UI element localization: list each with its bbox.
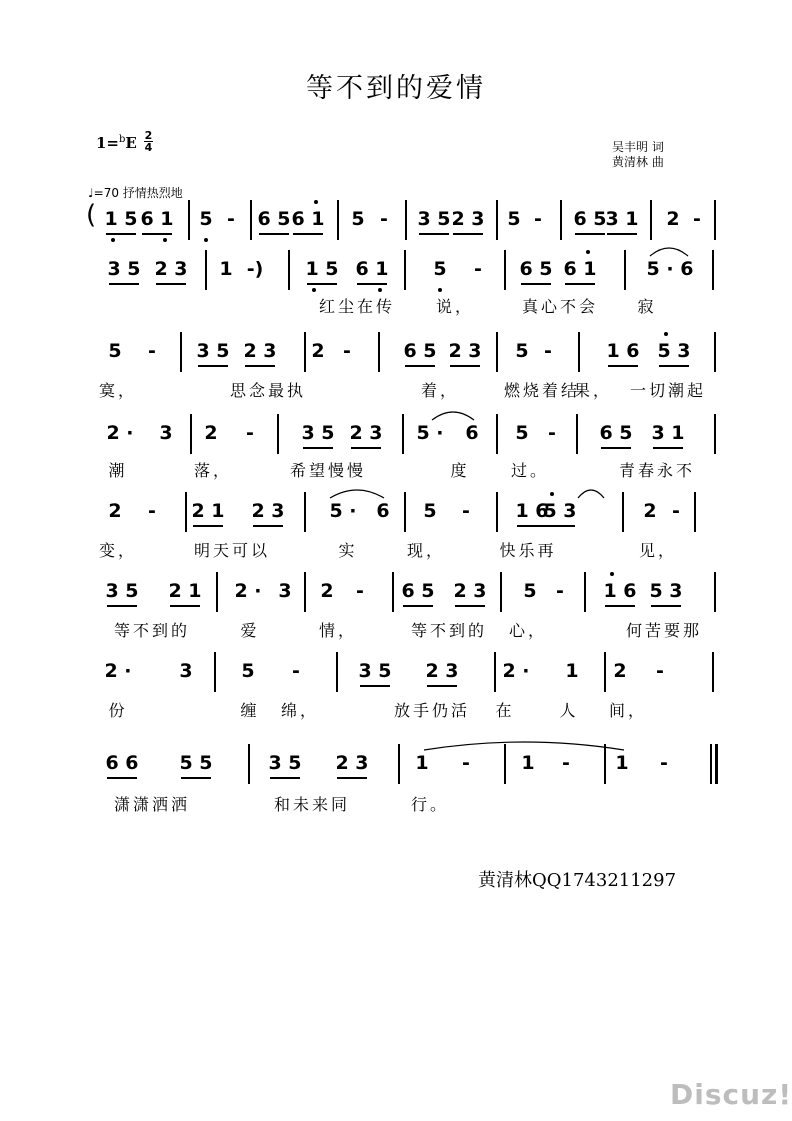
note: 1 6: [515, 500, 549, 522]
note: 5 ·: [416, 422, 444, 444]
lyric: 果，: [573, 381, 613, 400]
lyric: 希望慢慢: [289, 461, 367, 480]
note: -: [544, 340, 552, 362]
barline: [392, 572, 394, 612]
beam-underline: [293, 233, 323, 235]
lyric: 行。: [410, 795, 450, 814]
barline: [288, 250, 290, 290]
beam-underline: [659, 365, 689, 367]
note: 3: [159, 422, 173, 444]
barline: [404, 492, 406, 532]
lyric: 青春永不: [618, 461, 696, 480]
barline: [496, 332, 498, 372]
barline: [496, 200, 498, 240]
barline: [650, 200, 652, 240]
beam-underline: [605, 605, 635, 607]
key-prefix: 1=: [96, 134, 120, 152]
beam-underline: [307, 283, 337, 285]
note: 6 5: [403, 340, 437, 362]
composer-credit: 黄清林 曲: [612, 155, 664, 169]
barline: [304, 572, 306, 612]
note: 6 5: [519, 258, 553, 280]
note: 5: [433, 258, 447, 280]
beam-underline: [245, 365, 275, 367]
lyric: 情，: [318, 621, 358, 640]
beam-underline: [357, 283, 387, 285]
low-octave-dot: [111, 238, 115, 242]
note: 5: [507, 208, 521, 230]
barline: [304, 492, 306, 532]
note: 2 3: [448, 340, 482, 362]
key-flat: b: [119, 134, 126, 145]
lyric: 变，: [98, 541, 138, 560]
beam-underline: [303, 447, 333, 449]
lyric: 寂: [637, 297, 657, 316]
note: 2 3: [425, 660, 459, 682]
note: -: [292, 660, 300, 682]
key-note: E: [125, 134, 137, 152]
note: 5: [515, 340, 529, 362]
open-paren: (: [86, 200, 97, 230]
note: -: [462, 752, 470, 774]
lyric: 潇潇洒洒: [113, 795, 191, 814]
beam-underline: [427, 685, 457, 687]
barline: [277, 414, 279, 454]
note: 2 ·: [502, 660, 530, 682]
note: 1 5: [305, 258, 339, 280]
barline: [216, 572, 218, 612]
lyric: 现，: [406, 541, 446, 560]
high-octave-dot: [664, 332, 668, 336]
barline: [500, 572, 502, 612]
note: 5 3: [657, 340, 691, 362]
note: 3 5: [196, 340, 230, 362]
beam-underline: [106, 233, 136, 235]
beam-underline: [360, 685, 390, 687]
barline: [714, 332, 716, 372]
lyric: 在: [495, 701, 515, 720]
barline: [624, 250, 626, 290]
barline: [714, 200, 716, 240]
credits: [612, 140, 664, 170]
note: 2 1: [191, 500, 225, 522]
note: 5: [199, 208, 213, 230]
beam-underline: [517, 525, 547, 527]
note: 3 5: [358, 660, 392, 682]
lyric: 明天可以: [193, 541, 271, 560]
lyric: 度: [450, 461, 470, 480]
note: 1: [219, 258, 233, 280]
beam-underline: [455, 605, 485, 607]
song-title: 等不到的爱情: [306, 73, 486, 104]
note: 2 3: [243, 340, 277, 362]
note: 2 3: [451, 208, 485, 230]
note: 2 3: [349, 422, 383, 444]
note: 3 5: [301, 422, 335, 444]
note: 1 5: [104, 208, 138, 230]
lyric: 着，: [420, 381, 460, 400]
tie-arc: [578, 486, 604, 500]
barline: [622, 492, 624, 532]
key-signature: [96, 134, 137, 152]
note: 1: [565, 660, 579, 682]
meter-top: 2: [144, 129, 153, 142]
note: -: [556, 580, 564, 602]
beam-underline: [351, 447, 381, 449]
lyric: 绵，: [280, 701, 320, 720]
low-octave-dot: [163, 238, 167, 242]
note: 3 5: [107, 258, 141, 280]
note: 3 1: [651, 422, 685, 444]
note: 1: [615, 752, 629, 774]
note: -: [343, 340, 351, 362]
meter-bottom: 4: [144, 141, 153, 154]
note: 6 1: [291, 208, 325, 230]
note: -: [656, 660, 664, 682]
beam-underline: [109, 283, 139, 285]
lyric: 缠: [240, 701, 260, 720]
barline: [304, 332, 306, 372]
lyric: 落，: [193, 461, 233, 480]
lyric: 快乐再: [499, 541, 557, 560]
note: 6: [465, 422, 479, 444]
note: -: [246, 422, 254, 444]
barline: [584, 572, 586, 612]
note: 5 3: [543, 500, 577, 522]
lyric: 思念最执: [229, 381, 307, 400]
note: 2: [613, 660, 627, 682]
lyric: 和未来同: [273, 795, 351, 814]
beam-underline: [181, 777, 211, 779]
beam-underline: [565, 283, 595, 285]
lyric: 放手仍活: [393, 701, 471, 720]
note: -: [227, 208, 235, 230]
low-octave-dot: [312, 288, 316, 292]
beam-underline: [107, 777, 137, 779]
barline: [214, 652, 216, 692]
lyric: 等不到的: [410, 621, 488, 640]
note: 3 5: [268, 752, 302, 774]
note: 6: [376, 500, 390, 522]
note: 3 5: [105, 580, 139, 602]
note: -: [462, 500, 470, 522]
barline: [248, 744, 250, 784]
barline: [378, 332, 380, 372]
note: 3: [179, 660, 193, 682]
beam-underline: [142, 233, 172, 235]
lyric: 实: [338, 541, 358, 560]
high-octave-dot: [586, 250, 590, 254]
barline: [205, 250, 207, 290]
barline: [712, 250, 714, 290]
lyric: 寞，: [98, 381, 138, 400]
beam-underline: [198, 365, 228, 367]
note: 2 3: [154, 258, 188, 280]
note: 2: [320, 580, 334, 602]
beam-underline: [193, 525, 223, 527]
note: 6 5: [257, 208, 291, 230]
lyric: 何苦要那: [625, 621, 703, 640]
lyric: 潮: [108, 461, 128, 480]
barline: [180, 332, 182, 372]
signature: 黄清林QQ1743211297: [478, 870, 677, 891]
note: -: [548, 422, 556, 444]
note: 3 5: [417, 208, 451, 230]
note: -: [474, 258, 482, 280]
beam-underline: [608, 365, 638, 367]
barline: [188, 200, 190, 240]
note: -: [148, 500, 156, 522]
lyric: 爱: [240, 621, 260, 640]
note: 2: [311, 340, 325, 362]
note: 5 · 6: [646, 258, 694, 280]
beam-underline: [601, 447, 631, 449]
note: -: [693, 208, 701, 230]
barline: [496, 492, 498, 532]
note: 2: [666, 208, 680, 230]
note: -): [246, 258, 264, 280]
high-octave-dot: [610, 572, 614, 576]
note: 5 5: [179, 752, 213, 774]
note: 6 5: [401, 580, 435, 602]
barline: [402, 414, 404, 454]
barline: [714, 414, 716, 454]
low-octave-dot: [204, 238, 208, 242]
note: -: [562, 752, 570, 774]
beam-underline: [653, 447, 683, 449]
barline: [578, 332, 580, 372]
beam-underline: [156, 283, 186, 285]
lyric: 心，: [508, 621, 548, 640]
barline: [604, 652, 606, 692]
note: -: [356, 580, 364, 602]
lyric: 过。: [510, 461, 550, 480]
beam-underline: [607, 233, 637, 235]
barline: [714, 572, 716, 612]
barline: [576, 414, 578, 454]
barline: [337, 200, 339, 240]
note: 6 1: [140, 208, 174, 230]
lyric: 等不到的: [113, 621, 191, 640]
lyric: 见，: [638, 541, 678, 560]
beam-underline: [259, 233, 289, 235]
note: 2 3: [335, 752, 369, 774]
barline: [398, 744, 400, 784]
barline: [496, 414, 498, 454]
note: 6 1: [563, 258, 597, 280]
note: 5: [241, 660, 255, 682]
barline: [185, 492, 187, 532]
final-barline: [710, 744, 712, 784]
note: -: [148, 340, 156, 362]
note: 3 1: [605, 208, 639, 230]
beam-underline: [419, 233, 449, 235]
watermark: Discuz!: [670, 1078, 792, 1111]
note: 1 6: [606, 340, 640, 362]
note: 6 1: [355, 258, 389, 280]
tie-arc: [330, 486, 384, 500]
note: 1: [415, 752, 429, 774]
barline: [694, 492, 696, 532]
lyric: 份: [108, 701, 128, 720]
final-barline: [715, 744, 718, 784]
lyricist-credit: 吴丰明 词: [612, 140, 664, 154]
beam-underline: [403, 605, 433, 607]
note: 5: [108, 340, 122, 362]
beam-underline: [575, 233, 605, 235]
tie-arc: [424, 738, 624, 752]
beam-underline: [450, 365, 480, 367]
low-octave-dot: [378, 288, 382, 292]
note: -: [672, 500, 680, 522]
note: 2 3: [251, 500, 285, 522]
low-octave-dot: [438, 288, 442, 292]
note: 1: [521, 752, 535, 774]
beam-underline: [170, 605, 200, 607]
note: 2 ·: [234, 580, 262, 602]
note: 2 ·: [106, 422, 134, 444]
note: 2 ·: [104, 660, 132, 682]
time-signature: [144, 130, 153, 153]
note: 6 5: [573, 208, 607, 230]
barline: [504, 250, 506, 290]
barline: [494, 652, 496, 692]
beam-underline: [270, 777, 300, 779]
beam-underline: [107, 605, 137, 607]
note: -: [660, 752, 668, 774]
lyric: 燃烧着结: [503, 381, 581, 400]
note: 5: [423, 500, 437, 522]
note: 6 5: [599, 422, 633, 444]
note: 6 6: [105, 752, 139, 774]
note: 5: [523, 580, 537, 602]
tie-arc: [432, 408, 474, 422]
note: 5: [351, 208, 365, 230]
note: 5 3: [649, 580, 683, 602]
barline: [560, 200, 562, 240]
beam-underline: [521, 283, 551, 285]
beam-underline: [651, 605, 681, 607]
high-octave-dot: [550, 492, 554, 496]
note: 2: [108, 500, 122, 522]
beam-underline: [337, 777, 367, 779]
barline: [405, 200, 407, 240]
barline: [404, 250, 406, 290]
note: 3: [278, 580, 292, 602]
note: 2: [643, 500, 657, 522]
beam-underline: [453, 233, 483, 235]
beam-underline: [253, 525, 283, 527]
note: 2 3: [453, 580, 487, 602]
lyric: 红尘在传: [318, 297, 396, 316]
lyric: 间，: [608, 701, 648, 720]
beam-underline: [405, 365, 435, 367]
tie-arc: [650, 244, 688, 258]
note: 1 6: [603, 580, 637, 602]
tempo-marking: ♩=70 抒情热烈地: [88, 186, 183, 200]
note: 2 1: [168, 580, 202, 602]
lyric: 人: [559, 701, 579, 720]
note: 2: [204, 422, 218, 444]
lyric: 真心不会: [521, 297, 599, 316]
lyric: 一切潮起: [629, 381, 707, 400]
barline: [190, 414, 192, 454]
note: -: [534, 208, 542, 230]
barline: [250, 200, 252, 240]
high-octave-dot: [314, 200, 318, 204]
beam-underline: [545, 525, 575, 527]
note: -: [380, 208, 388, 230]
barline: [712, 652, 714, 692]
barline: [336, 652, 338, 692]
note: 5: [515, 422, 529, 444]
lyric: 说，: [435, 297, 475, 316]
note: 5 ·: [329, 500, 357, 522]
